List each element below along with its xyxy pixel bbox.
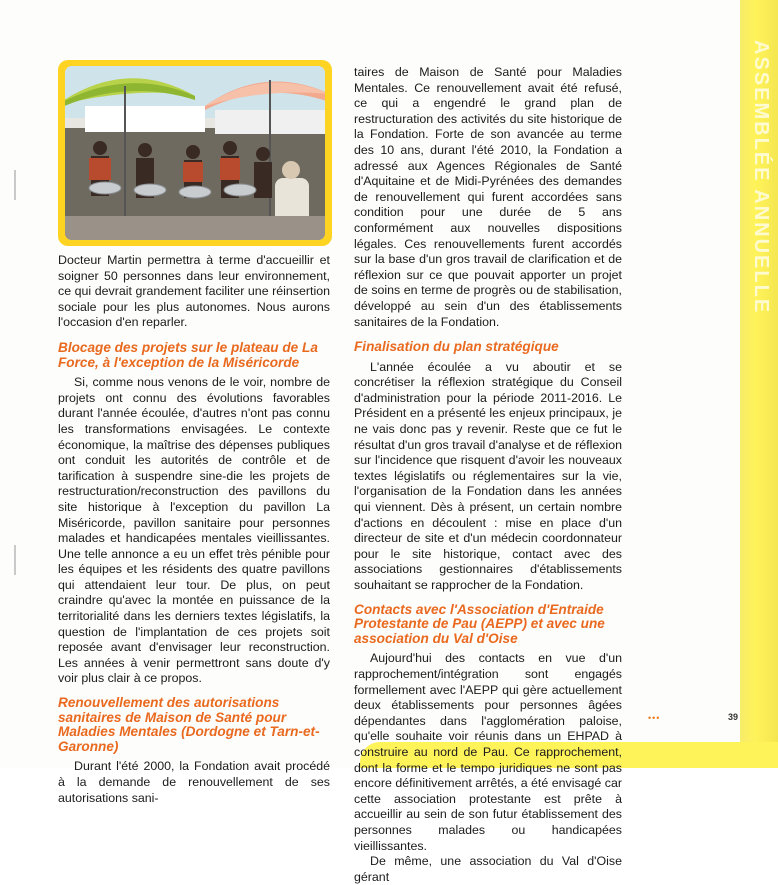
body-paragraph: Durant l'été 2000, la Fondation avait procédé à la demande de renouvellement de ses autorisations sani-	[58, 759, 330, 805]
body-paragraph: Si, comme nous venons de le voir, nombre de projets ont connu des évolutions favorables durant l'année écoulée, d'autres n'ont pas connu les transformations envisagées. Le contexte économique, la maîtrise des dépenses publiques ont conduit les autorités de contrôle et de tarification à suspendre sine-die les projets de restructuration/reconstruction des pavillons du site historique à l'exception du pavillon La Miséricorde, pavillon sanitaire pour personnes malades et handicapées mentales vieillissantes. Une telle annonce a eu un effet très pénible pour les équipes et les résidents des quatre pavillons qui attendaient leur tour. De plus, on peut craindre qu'avec la montée en puissance de la territorialité dans les derniers textes législatifs, la question de l'implantation de ces projets soit reposée avant d'envisager leur reconstruction. Les années à venir permettront sans doute d'y voir plus clair à ce propos.	[58, 375, 330, 686]
section-heading: Renouvellement des autorisations sanitaires de Maison de Santé pour Maladies Mentales (Dordogne et Tarn-et-Garonne)	[58, 695, 320, 754]
section-heading: Finalisation du plan stratégique	[354, 339, 559, 355]
steel-band-photo	[65, 66, 325, 240]
page-number: 39	[728, 712, 739, 722]
binding-stitch	[14, 170, 19, 200]
body-paragraph: Aujourd'hui des contacts en vue d'un rapprochement/intégration sont engagés formellement avec l'AEPP qui gère actuellement deux établissements pour personnes âgées dépendantes dans l'agglomération paloise, qu'elle souhaite voir réunis dans un EHPAD à construire au nord de Pau. Ce rapprochement, dont la forme et le tempo juridiques ne sont pas encore définitivement arrêtés, a été envisagé car cette association protestante est prête à accueillir au sein de son futur établissement des personnes malades ou handicapées vieillissantes.	[354, 651, 622, 853]
side-band-title: ASSEMBLÉE ANNUELLE	[750, 40, 772, 315]
section-heading: Contacts avec l'Association d'Entraide Protestante de Pau (AEPP) et avec une association du Val d'Oise	[354, 601, 605, 646]
section-heading: Blocage des projets sur le plateau de La Force, à l'exception de la Miséricorde	[58, 339, 318, 370]
photo-frame	[58, 60, 332, 246]
left-column	[58, 253, 330, 806]
ellipsis-dots: •••	[648, 713, 661, 723]
right-column	[354, 65, 622, 885]
photo-illustration	[65, 66, 325, 240]
binding-stitch	[14, 545, 19, 575]
body-paragraph: L'année écoulée a vu aboutir et se concrétiser la réflexion stratégique du Conseil d'administration pour la période 2011-2016. Le Président en a présenté les enjeux principaux, je ne vais donc pas y revenir. Reste que ce fut le résultat d'un gros travail d'analyse et de réflexion sur l'incidence que risquent d'avoir les nouveaux textes législatifs ou réglementaires sur la vie, l'organisation de la Fondation dans les années qui viennent. Dès à présent, un certain nombre d'actions en découlent : mise en place d'un directeur de site et d'un médecin coordonnateur pour le site historique, contact avec des associations gestionnaires d'établissements souhaitant se rapprocher de la Fondation.	[354, 359, 622, 592]
yellow-side-band	[740, 0, 778, 768]
body-paragraph: taires de Maison de Santé pour Maladies Mentales. Ce renouvellement avait été refusé, ce qui a engendré le grand plan de restructuration des activités du site historique de la Fondation. Forte de son avancée au terme des 10 ans, durant l'été 2010, la Fondation a adressé aux Agences Régionales de Santé d'Aquitaine et de Midi-Pyrénées des demandes de renouvellement qui furent accordées sans condition pour une durée de 5 ans conformément aux nouvelles dispositions légales. Ces renouvellements furent accordés sur la base d'un gros travail de clarification et de réflexion sur ce que pouvait apporter un projet de soins en terme de progrès ou de stabilisation, développé au sein d'un des établissements sanitaires de la Fondation.	[354, 65, 622, 329]
body-paragraph: De même, une association du Val d'Oise gérant	[354, 854, 622, 884]
intro-paragraph: Docteur Martin permettra à terme d'accueillir et soigner 50 personnes dans leur environnement, ce qui devrait grandement faciliter une réinsertion sociale pour les plus autonomes. Nous aurons l'occasion d'en reparler.	[58, 253, 330, 330]
